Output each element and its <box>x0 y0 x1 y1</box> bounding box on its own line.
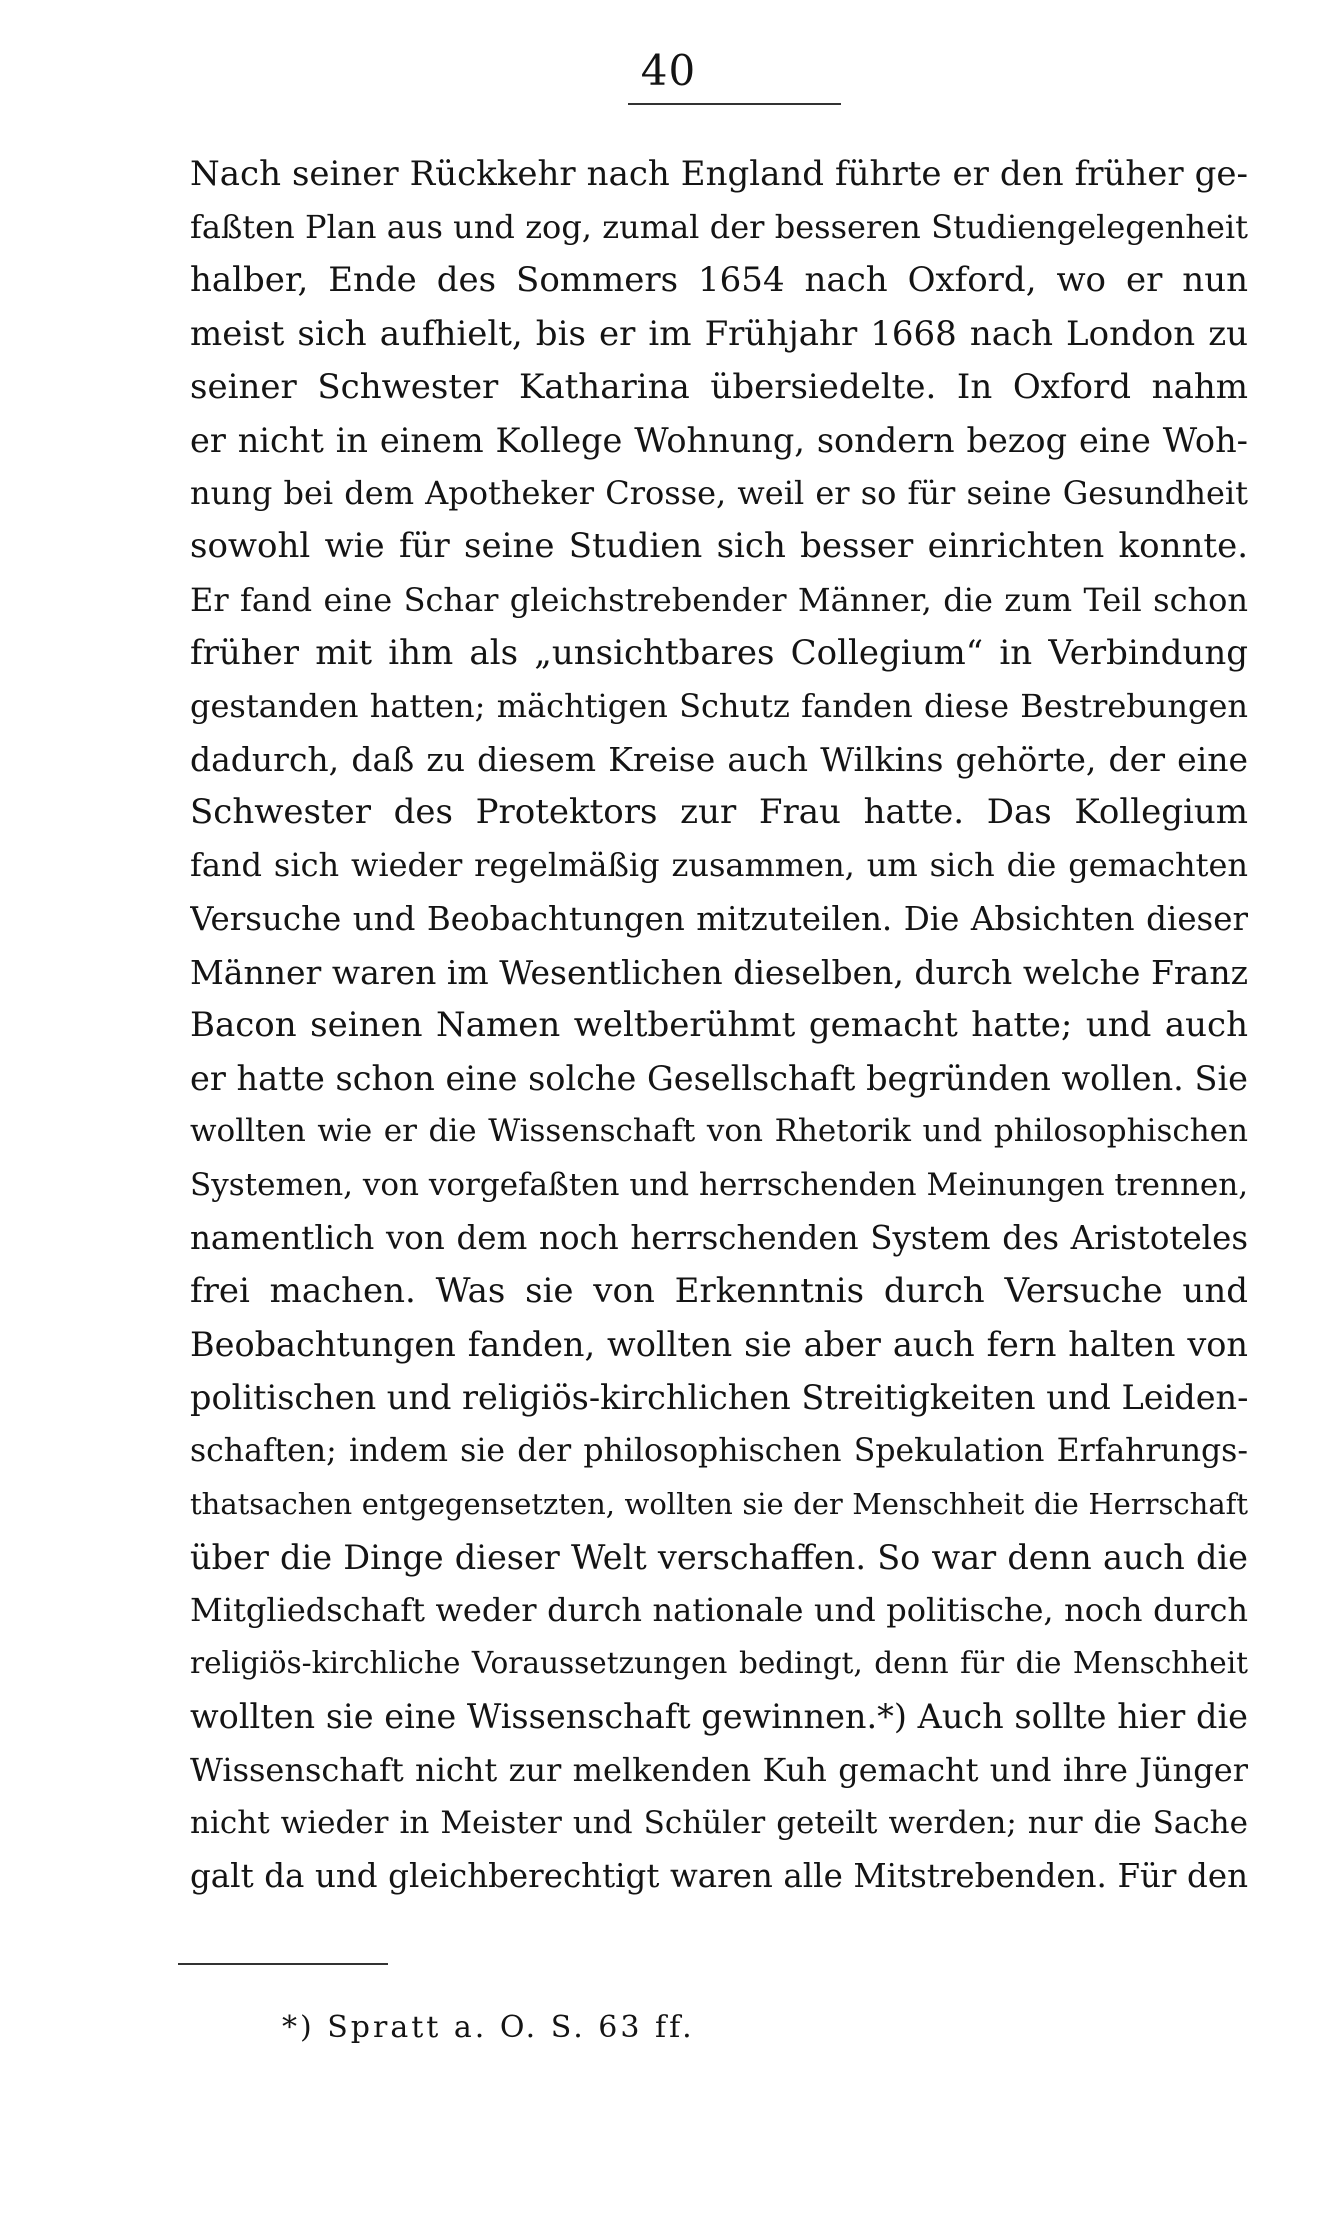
text-line: schaften; indem sie der philosophischen Spekulation Erfahrungs- <box>190 1432 1248 1469</box>
text-line: faßten Plan aus und zog, zumal der besseren Studiengelegenheit <box>190 208 1248 247</box>
text-line: Schwester des Protektors zur Frau hatte. Das Kollegium <box>190 792 1248 833</box>
footnote-rule <box>178 1963 388 1965</box>
text-line: politischen und religiös-kirchlichen Streitigkeiten und Leiden- <box>190 1378 1248 1418</box>
text-line: Bacon seinen Namen weltberühmt gemacht hatte; und auch <box>190 1005 1248 1045</box>
footnote: *) Spratt a. O. S. 63 ff. <box>282 2010 695 2045</box>
text-line: früher mit ihm als „unsichtbares Collegium“ in Verbindung <box>190 632 1248 673</box>
body-text <box>190 148 1248 1903</box>
text-line: nicht wieder in Meister und Schüler geteilt werden; nur die Sache <box>190 1804 1248 1841</box>
text-line: Männer waren im Wesentlichen dieselben, durch welche Franz <box>190 952 1248 992</box>
text-line: galt da und gleichberechtigt waren alle Mitstrebenden. Für den <box>190 1857 1248 1895</box>
text-line: dadurch, daß zu diesem Kreise auch Wilkins gehörte, der eine <box>190 740 1248 780</box>
text-line: religiös-kirchliche Voraussetzungen bedingt, denn für die Menschheit <box>190 1646 1248 1681</box>
text-line: seiner Schwester Katharina übersiedelte. In Oxford nahm <box>190 366 1248 407</box>
text-line: Nach seiner Rückkehr nach England führte er den früher ge- <box>190 154 1248 194</box>
text-line: er hatte schon eine solche Gesellschaft begründen wollen. Sie <box>190 1059 1248 1099</box>
text-line: er nicht in einem Kollege Wohnung, sondern bezog eine Woh- <box>190 420 1248 460</box>
text-line: sowohl wie für seine Studien sich besser einrichten konnte. <box>190 526 1248 567</box>
header-rule <box>628 103 841 105</box>
text-line: fand sich wieder regelmäßig zusammen, um sich die gemachten <box>190 846 1248 885</box>
text-line: wollten wie er die Wissenschaft von Rhetorik und philosophischen <box>190 1113 1248 1150</box>
text-line: Versuche und Beobachtungen mitzuteilen. Die Absichten dieser <box>190 899 1248 938</box>
text-line: Systemen, von vorgefaßten und herrschenden Meinungen trennen, <box>190 1166 1248 1203</box>
text-line: wollten sie eine Wissenschaft gewinnen.*) Auch sollte hier die <box>190 1697 1248 1737</box>
text-line: Mitgliedschaft weder durch nationale und politische, noch durch <box>190 1591 1248 1630</box>
text-line: namentlich von dem noch herrschenden System des Aristoteles <box>190 1218 1248 1257</box>
text-line: halber, Ende des Sommers 1654 nach Oxford, wo er nun <box>190 260 1248 301</box>
text-line: frei machen. Was sie von Erkenntnis durch Versuche und <box>190 1270 1248 1311</box>
text-line: meist sich aufhielt, bis er im Frühjahr 1668 nach London zu <box>190 313 1248 354</box>
text-line: thatsachen entgegensetzten, wollten sie der Menschheit die Herrschaft <box>190 1486 1248 1521</box>
text-line: gestanden hatten; mächtigen Schutz fanden diese Bestrebungen <box>190 686 1248 725</box>
page-number: 40 <box>640 46 697 95</box>
text-line: über die Dinge dieser Welt verschaffen. So war denn auch die <box>190 1537 1248 1577</box>
text-line: Wissenschaft nicht zur melkenden Kuh gemacht und ihre Jünger <box>190 1750 1248 1789</box>
text-line: Beobachtungen fanden, wollten sie aber auch fern halten von <box>190 1325 1248 1365</box>
text-line: nung bei dem Apotheker Crosse, weil er so für seine Gesundheit <box>190 474 1248 513</box>
text-line: Er fand eine Schar gleichstrebender Männer, die zum Teil schon <box>190 580 1248 619</box>
